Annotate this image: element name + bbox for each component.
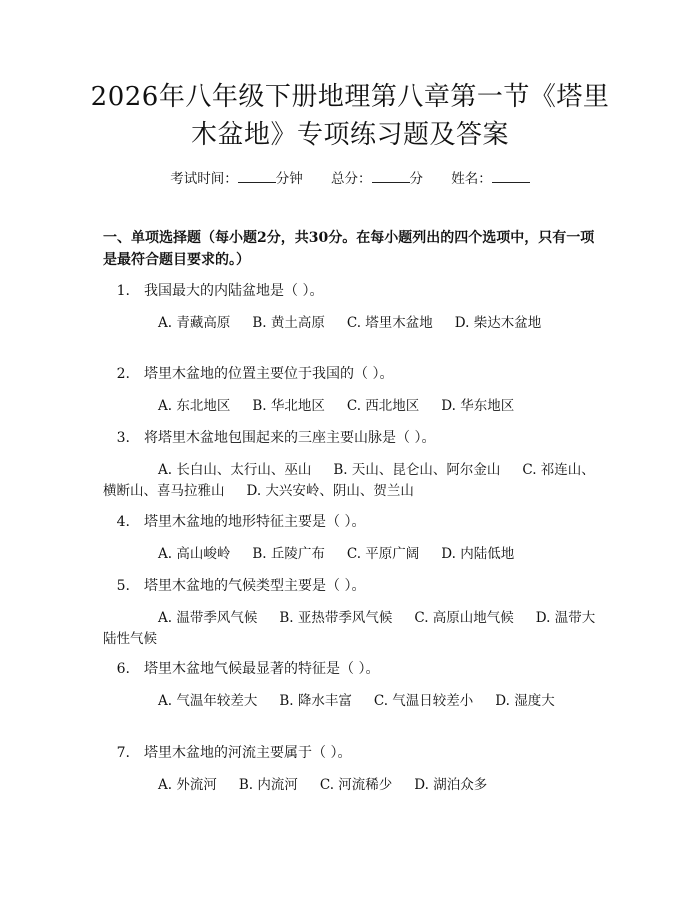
- option-a: A. 气温年较差大: [158, 693, 258, 709]
- question-stem: 塔里木盆地的位置主要位于我国的（ ）。: [144, 366, 394, 382]
- option-a: A. 青藏高原: [158, 315, 231, 331]
- name-blank: [492, 168, 530, 183]
- question-number: 2.: [116, 366, 130, 382]
- question-7: [103, 743, 603, 763]
- question-4: [103, 512, 603, 532]
- question-stem: 塔里木盆地的河流主要属于（ ）。: [144, 745, 352, 761]
- option-c: C. 气温日较差小: [373, 693, 474, 709]
- question-5: [103, 576, 603, 596]
- option-b: B. 黄土高原: [252, 315, 325, 331]
- name-field: [451, 171, 530, 187]
- score-unit: 分: [409, 171, 423, 187]
- question-number: 4.: [116, 514, 130, 530]
- question-1: [103, 281, 603, 301]
- option-b: B. 降水丰富: [279, 693, 352, 709]
- option-a: A. 东北地区: [158, 398, 231, 414]
- exam-time-unit: 分钟: [275, 171, 303, 187]
- exam-info: [0, 168, 700, 189]
- option-b: B. 丘陵广布: [252, 546, 325, 562]
- question-4-options: [103, 544, 603, 565]
- title-line-1: 2026年八年级下册地理第八章第一节《塔里: [90, 82, 610, 112]
- question-number: 6.: [116, 661, 130, 677]
- question-stem: 塔里木盆地气候最显著的特征是（ ）。: [144, 661, 380, 677]
- question-1-options: [103, 313, 603, 334]
- option-c: C. 河流稀少: [319, 777, 393, 793]
- question-number: 1.: [116, 283, 130, 299]
- question-stem: 塔里木盆地的气候类型主要是（ ）。: [144, 578, 366, 594]
- option-b: B. 内流河: [238, 777, 298, 793]
- option-b: B. 天山、昆仑山、阿尔金山: [333, 462, 501, 478]
- option-c: C. 平原广阔: [346, 546, 420, 562]
- question-6: [103, 659, 603, 679]
- question-number: 5.: [116, 578, 130, 594]
- option-b: B. 华北地区: [252, 398, 325, 414]
- question-5-options: [103, 608, 603, 650]
- question-number: 7.: [116, 745, 130, 761]
- option-d: D. 内陆低地: [441, 546, 515, 562]
- title-line-2: 木盆地》专项练习题及答案: [190, 120, 509, 150]
- question-2: [103, 364, 603, 384]
- exam-time-label: 考试时间：: [170, 171, 238, 187]
- option-c: C. 祁连山、横断山、喜马拉雅山: [103, 462, 595, 499]
- question-3-options: [103, 460, 603, 502]
- option-b: B. 亚热带季风气候: [279, 610, 393, 626]
- option-c: C. 西北地区: [346, 398, 420, 414]
- option-d: D. 华东地区: [441, 398, 515, 414]
- section-title: 一、单项选择题（每小题2分，共30分。在每小题列出的四个选项中，只有一项是最符合题目要求的。）: [103, 230, 595, 268]
- question-stem: 将塔里木盆地包围起来的三座主要山脉是（ ）。: [144, 430, 436, 446]
- option-a: A. 外流河: [158, 777, 217, 793]
- question-stem: 我国最大的内陆盆地是（ ）。: [144, 283, 324, 299]
- option-d: D. 柴达木盆地: [454, 315, 542, 331]
- question-3: [103, 428, 603, 448]
- score-label: 总分：: [331, 171, 372, 187]
- document-title: [60, 78, 640, 154]
- option-c: C. 塔里木盆地: [346, 315, 433, 331]
- question-6-options: [103, 691, 603, 712]
- option-a: A. 高山峻岭: [158, 546, 231, 562]
- exam-time-field: [170, 171, 307, 187]
- question-7-options: [103, 775, 603, 796]
- score-blank: [372, 168, 410, 183]
- option-a: A. 长白山、太行山、巫山: [158, 462, 312, 478]
- question-stem: 塔里木盆地的地形特征主要是（ ）。: [144, 514, 366, 530]
- score-field: [331, 171, 427, 187]
- option-d: D. 湖泊众多: [414, 777, 488, 793]
- question-2-options: [103, 396, 603, 417]
- option-d: D. 湿度大: [495, 693, 555, 709]
- name-label: 姓名：: [451, 171, 492, 187]
- option-a: A. 温带季风气候: [158, 610, 258, 626]
- question-number: 3.: [116, 430, 130, 446]
- option-d: D. 温带大陆性气候: [103, 610, 596, 647]
- exam-time-blank: [238, 168, 276, 183]
- option-d: D. 大兴安岭、阴山、贺兰山: [246, 483, 414, 499]
- option-c: C. 高原山地气候: [414, 610, 514, 626]
